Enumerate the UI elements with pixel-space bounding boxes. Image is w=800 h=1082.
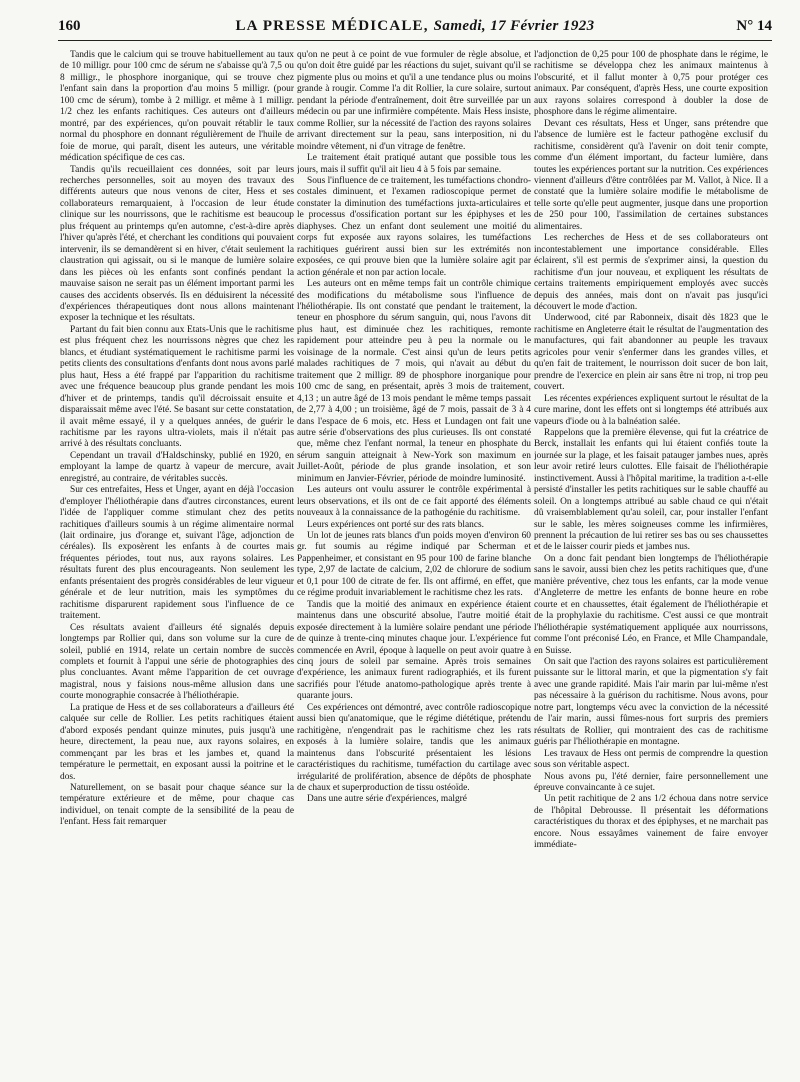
paragraph: Naturellement, on se basait pour chaque séance sur la température extérieure et de même, pour chaque cas individuel, on tenait compte de la sensibilité de la peau de l'enfant. Hess fait remarquer	[60, 783, 294, 828]
paragraph: Partant du fait bien connu aux Etats-Unis que le rachitisme est plus fréquent chez les nourrissons nègres que chez les blancs, et étudiant systématiquement le rachitisme parmi les petits clients des consultations d'enfants dont nous avons parlé plus haut, Hess a été frappé par l'apparition du rachitisme avec une fréquence beaucoup plus grande pendant les mois d'hiver et de printemps, tandis qu'il décroissait ensuite et disparaissait même avec l'été. Se basant sur cette constatation, il avait même essayé, il y a quelques années, de guérir le rachitisme par les rayons ultra-violets, mais il n'était pas arrivé à des résultats concluants.	[60, 324, 294, 450]
issue-number: N° 14	[736, 18, 772, 34]
paragraph: On sait que l'action des rayons solaires est particulièrement puissante sur le littoral marin, et que la pigmentation s'y fait avec une grande rapidité. Mais l'air marin par lui-même n'est pas nécessaire à la guérison du rachitisme. Nous avons, pour notre part, longtemps vécu avec la conviction de la nécessité de l'air marin, aussi fûmes-nous fort surpris des premiers résultats de Rollier, qui montraient des cas de rachitisme guéris par l'héliothérapie en montagne.	[534, 657, 768, 748]
paragraph: Les auteurs ont voulu assurer le contrôle expérimental à leurs observations, et ils ont de ce fait apporté des éléments nouveaux à la connaissance de la pathogénie du rachitisme.	[297, 485, 531, 519]
paragraph: Underwood, cité par Rabonneix, disait dès 1823 que le rachitisme en Angleterre était le résultat de l'augmentation des manufactures, qui fait abandonner au peuple les travaux agricoles pour venir s'enfermer dans les grandes villes, et qu'en fait de traitement, le nourrisson doit sucer de bon lait, prendre de l'exercice en plein air sans être ni trop, ni trop peu couvert.	[534, 313, 768, 393]
paragraph: On a donc fait pendant bien longtemps de l'héliothérapie sans le savoir, aussi bien chez les petits rachitiques que, d'une manière préventive, chez tous les enfants, car la mode venue d'Angleterre de mettre les enfants de bonne heure en robe courte et en chaussettes, était également de l'héliothérapie et de la prophylaxie du rachitisme. C'est aussi ce que montrait l'héliothérapie systématiquement appliquée aux nourrissons, comme l'ont préconisé Léo, en France, et Mlle Champandale, en Suisse.	[534, 553, 768, 656]
paragraph: Tandis que le calcium qui se trouve habituellement au taux de 10 milligr. pour 100 cmc de sérum ne s'abaisse qu'à 7,5 ou 8 milligr., le phosphore inorganique, qui se trouve chez l'enfant sain dans la proportion d'au moins 5 milligr. (pour 100 cmc de sérum), tombe à 2 milligr. et même à 1 milligr. 1/2 chez les enfants rachitiques. Ces auteurs ont d'ailleurs montré, par des expériences, qu'on pouvait rétablir le taux normal du phosphore en donnant régulièrement de l'huile de foie de morue, qui paraît, disent les auteurs, une véritable médication spécifique de ces cas.	[60, 50, 294, 164]
paragraph: Dans une autre série d'expériences, malgré	[307, 794, 467, 805]
paragraph: Sur ces entrefaites, Hess et Unger, ayant en déjà l'occasion d'employer l'héliothérapie dans d'autres circonstances, eurent l'idée de l'appliquer comme stimulant chez des petits rachitiques d'ailleurs soumis à un régime alimentaire normal (lait ordinaire, jus d'orange et, suivant l'âge, adjonction de céréales). Ils exposèrent les enfants à de courtes mais fréquentes périodes, tout nus, aux rayons solaires. Les résultats furent des plus encourageants. Non seulement les enfants présentaient des progrès considérables de leur vigueur générale et de leur nutrition, mais les symptômes du rachitisme disparurent rapidement sous l'influence de ce traitement.	[60, 485, 294, 622]
paragraph: qu'on ne peut à ce point de vue formuler de règle absolue, et qu'on doit être guidé par les réactions du sujet, suivant qu'il se pigmente plus ou moins et qu'il a une tendance plus ou moins grande à rougir. Comme l'a dit Rollier, la cure solaire, surtout pendant la période d'entraînement, doit être surveillée par un médecin ou par une infirmière compétente. Mais Hess insiste, comme Rollier, sur la nécessité de l'action des rayons solaires arrivant directement sur la peau, sans interposition, ni du moindre vêtement, ni d'un vitrage de fenêtre.	[297, 50, 531, 152]
paragraph: Tandis que la moitié des animaux en expérience étaient maintenus dans une obscurité absolue, l'autre moitié était exposée directement à la lumière solaire pendant une période de quinze à trente-cinq minutes chaque jour. L'expérience fut commencée en Avril, époque à laquelle on peut avoir quatre à cinq jours de soleil par semaine. Après trois semaines d'expérience, les animaux furent radiographiés, et ils furent sacrifiés pour l'étude anatomo-pathologique après trente à quarante jours.	[297, 599, 531, 702]
paragraph: Un petit rachitique de 2 ans 1/2 échoua dans notre service de l'hôpital Debrousse. Il présentait les déformations caractéristiques du thorax et des épiphyses, et ne marchait pas encore. Nous essayâmes vainement de faire envoyer immédiate-	[534, 794, 768, 851]
paragraph: Ces résultats avaient d'ailleurs été signalés depuis longtemps par Rollier qui, dans son volume sur la cure de soleil, publié en 1914, relate un certain nombre de succès complets et fournit à l'appui une série de photographies des plus concluantes. Avant même l'apparition de cet ouvrage magistral, nous y faisions nous-même allusion dans une courte monographie consacrée à l'héliothérapie.	[60, 622, 294, 702]
paragraph: Le traitement était pratiqué autant que possible tous les jours, mais il suffit qu'il ait lieu 4 à 5 fois par semaine.	[297, 153, 531, 175]
paragraph: Les travaux de Hess ont permis de comprendre la question sous son véritable aspect.	[534, 748, 768, 771]
column-middle	[297, 50, 531, 1074]
paragraph: Nous avons pu, l'été dernier, faire personnellement une épreuve convaincante à ce sujet.	[534, 771, 768, 793]
journal-name: LA PRESSE MÉDICALE,	[235, 18, 429, 34]
paragraph: Un lot de jeunes rats blancs d'un poids moyen d'environ 60 gr. fut soumis au régime indiqué par Scherman et Pappenheimer, et consistant en 95 pour 100 de farine blanche type, 2,97 de lactate de calcium, 2,02 de chlorure de sodium et 0,1 pour 100 de citrate de fer. Ils ont affirmé, en effet, que ce régime produit invariablement le rachitisme chez les rats.	[297, 531, 531, 599]
paragraph: Ces expériences ont démontré, avec contrôle radioscopique aussi bien qu'anatomique, que le régime diététique, prétendu rachitigène, n'engendrait pas le rachitisme chez les rats exposés à la lumière solaire, tandis que les animaux maintenus dans l'obscurité présentaient les lésions caractéristiques du rachitisme, tuméfaction du cartilage avec irrégularité de prolifération, absence de dépôts de phosphate de chaux et superproduction de tissu ostéoïde.	[297, 702, 531, 793]
paragraph: l'adjonction de 0,25 pour 100 de phosphate dans le régime, le rachitisme se développa chez les animaux maintenus à l'obscurité, et il fallut monter à 0,75 pour protéger ces animaux. Par conséquent, d'après Hess, une courte exposition aux rayons solaires correspond à doubler la dose de phosphore dans le régime alimentaire.	[534, 50, 768, 118]
article-columns	[60, 50, 768, 1074]
column-right	[534, 50, 768, 1074]
paragraph: Sous l'influence de ce traitement, les tuméfactions chondro-costales diminuent, et l'examen radioscopique permet de constater la diminution des tuméfactions juxta-articulaires et le processus d'ossification portant sur les épiphyses et les diaphyses. Chez un enfant dont seulement une moitié du corps fut exposée aux rayons solaires, les tuméfactions rachitiques guérirent aussi bien sur les extrémités non exposées, ce qui prouve bien que la lumière solaire agit par action générale et non par action locale.	[297, 175, 531, 278]
paragraph: Les récentes expériences expliquent surtout le résultat de la cure marine, dont les effets ont si longtemps été attribués aux vapeurs d'iode ou à la balnéation salée.	[534, 393, 768, 427]
paragraph: Devant ces résultats, Hess et Unger, sans prétendre que l'absence de lumière est le facteur pathogène exclusif du rachitisme, considèrent qu'à l'avenir on doit tenir compte, comme d'un élément important, du facteur lumière, dans toutes les expériences portant sur la nutrition. Ces expériences viennent d'ailleurs d'être contrôlées par M. Vallot, à Nice. Il a constaté que la lumière solaire modifie le métabolisme de telle sorte qu'elle peut augmenter, jusque dans une proportion de 250 pour 100, l'assimilation de certaines substances alimentaires.	[534, 118, 768, 232]
page-number: 160	[58, 18, 81, 34]
running-header	[58, 18, 772, 40]
header-rule	[58, 40, 772, 41]
paragraph: Rappelons que la première élevense, qui fut la créatrice de Berck, installait les enfants qui lui étaient confiés toute la journée sur la plage, et les faisait patauger jambes nues, après leur avoir retiré leurs culottes. Elle faisait de l'héliothérapie instinctivement. Aussi à l'hôpital maritime, la tradition a-t-elle persisté d'installer les petits rachitiques sur le sable chauffé au soleil. On a longtemps attribué au sable chaud ce qui n'était dû vraisemblablement qu'au soleil, car, pour installer l'enfant sur le sable, les mères soigneuses comme les infirmières, prennent la précaution de lui retirer ses bas ou ses chaussettes et de le laisser courir pieds et jambes nus.	[534, 427, 768, 553]
paragraph: Les auteurs ont en même temps fait un contrôle chimique des modifications du métabolisme sous l'influence de l'héliothérapie. Ils ont constaté que pendant le traitement, la teneur en phosphore du sérum sanguin, qui, nous l'avons dit plus haut, est diminuée chez les rachitiques, remonte rapidement pour atteindre peu à peu la normale ou le voisinage de la normale. C'est ainsi qu'un de leurs petits malades rachitiques de 7 mois, qui n'avait au début du traitement que 2 milligr. 89 de phosphore inorganique pour 100 cmc de sang, en présentait, après 3 mois de traitement, 4,13 ; un autre âgé de 13 mois pendant le même temps passait de 2,77 à 4,00 ; un troisième, âgé de 7 mois, passait de 3 à 4 dans l'espace de 6 mois, etc. Hess et Lundagen ont fait une autre série d'observations des plus curieuses. Ils ont constaté que, même chez l'enfant normal, la teneur en phosphate du sérum sanguin atteignait à New-York son maximum en Juillet-Août, période de plus grande insolation, et son minimum en Janvier-Février, période de moindre luminosité.	[297, 279, 531, 484]
paragraph: Leurs expériences ont porté sur des rats blancs.	[307, 519, 485, 530]
paragraph: Les recherches de Hess et de ses collaborateurs ont incontestablement une importance considérable. Elles éclairent, s'il est permis de s'exprimer ainsi, la question du rachitisme d'un jour nouveau, et expliquent les résultats de certains traitements empiriquement employés avec succès depuis des années, mais dont on n'avait pas jusqu'ici découvert le mode d'action.	[534, 233, 768, 312]
running-title	[118, 18, 712, 35]
issue-date: Samedi, 17 Février 1923	[433, 18, 595, 34]
paragraph: La pratique de Hess et de ses collaborateurs a d'ailleurs été calquée sur celle de Rollier. Les petits rachitiques étaient d'abord exposés pendant quinze minutes, puis jusqu'à une heure, directement, la peau nue, aux rayons solaires, en commençant par les bras et les jambes et, quand la température le permettait, en exposant aussi la poitrine et le dos.	[60, 702, 294, 782]
paragraph: Tandis qu'ils recueillaient ces données, soit par leurs recherches personnelles, soit au moyen des travaux des différents auteurs que nous venons de citer, Hess et ses collaborateurs remarquaient, à l'occasion de leur étude clinique sur les nourrissons, que le rachitisme est beaucoup plus fréquent au printemps qu'en automne, c'est-à-dire après l'hiver qu'après l'été, et cherchant les conditions qui pouvaient intervenir, ils se demandèrent si en hiver, c'était seulement la claustration qui agissait, ou si le manque de lumière solaire dans les pièces où les enfants sont confinés pendant la mauvaise saison ne serait pas un élément important parmi les causes des accidents observés. Ils en déduisirent la nécessité d'expériences thérapeutiques dont nous allons maintenant exposer la technique et les résultats.	[60, 164, 294, 324]
paragraph: Cependant un travail d'Haldschinsky, publié en 1920, en employant la lampe de quartz à vapeur de mercure, avait enregistré, au contraire, de véritables succès.	[60, 450, 294, 484]
column-left	[60, 50, 294, 1074]
